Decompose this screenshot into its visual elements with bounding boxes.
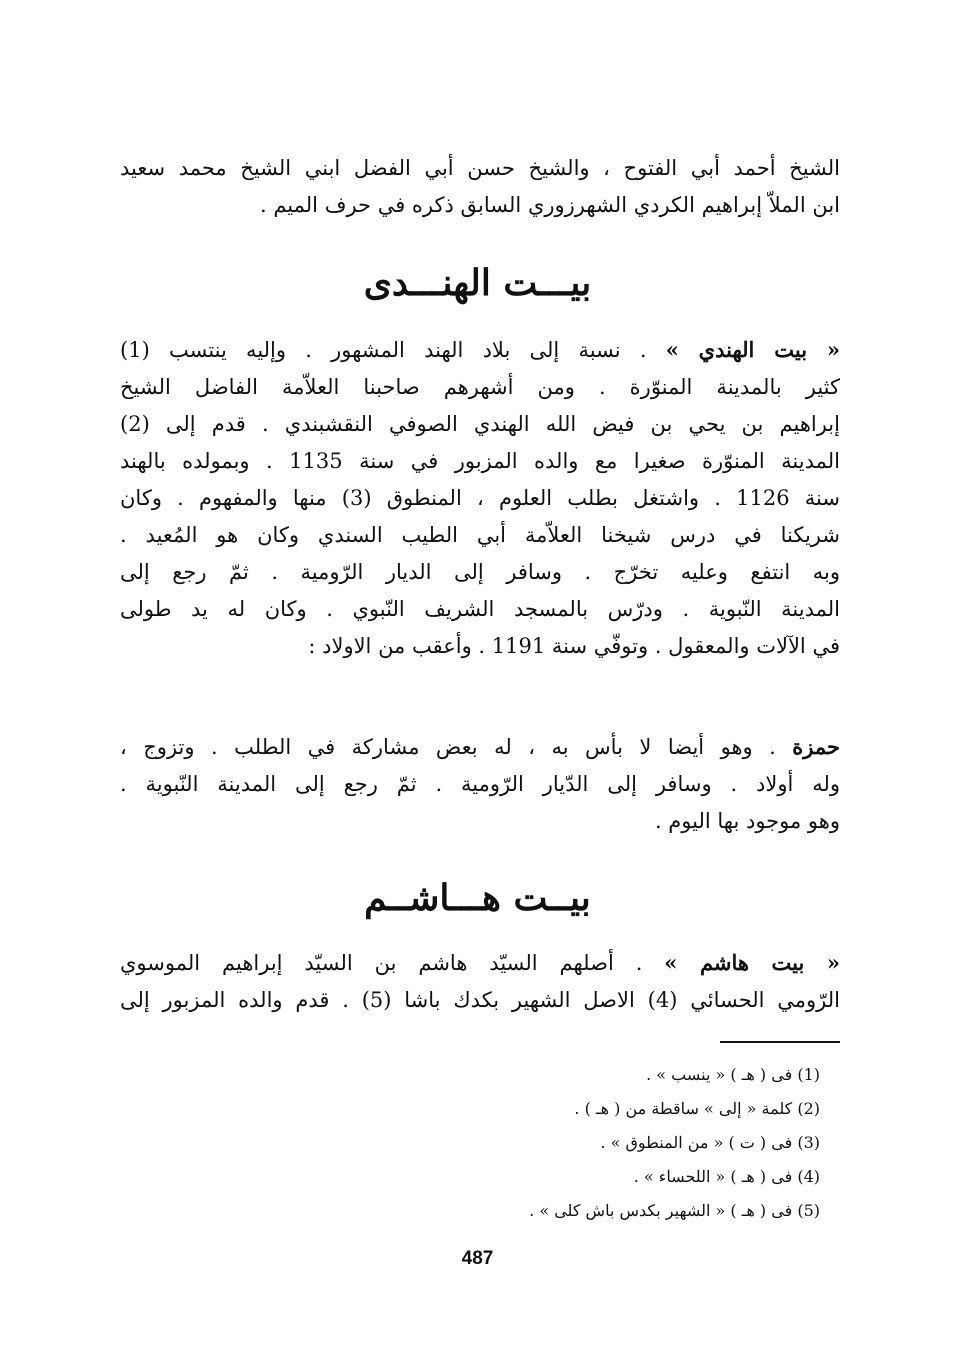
lead-line-rest: . أصلهم السيّد هاشم بن السيّد إبراهيم الموسوي (120, 951, 665, 975)
text-line: الشيخ أحمد أبي الفتوح ، والشيخ حسن أبي الفضل ابني الشيخ محمد سعيد (120, 156, 840, 180)
intro-paragraph (120, 150, 840, 224)
text-line: كثير بالمدينة المنوّرة . ومن أشهرهم صاحبنا العلاّمة الفاضل الشيخ (120, 375, 840, 399)
text-line: إبراهيم بن يحي بن فيض الله الهندي الصوفي النقشبندي . قدم إلى (2) (120, 412, 840, 436)
page-number: 487 (461, 1248, 494, 1269)
text-line: المدينة النّبوية . ودرّس بالمسجد الشريف النّبوي . وكان له يد طولى (120, 597, 840, 621)
footnote: (1) فى ( هـ ) « ينسب » . (646, 1065, 820, 1084)
text-line: وله أولاد . وسافر إلى الدّيار الرّومية . ثمّ رجع إلى المدينة النّبوية . (120, 772, 840, 796)
text-line: وهو موجود بها اليوم . (654, 809, 840, 833)
text-line: وبه انتفع وعليه تخرّج . وسافر إلى الديار الرّومية . ثمّ رجع إلى (120, 560, 840, 584)
bold-lead-term: « بيت هاشم » (664, 950, 840, 975)
text-line: ابن الملاّ إبراهيم الكردي الشهرزوري السابق ذكره في حرف الميم . (259, 193, 840, 217)
footnotes (220, 1058, 820, 1228)
section-heading-hindi: بيـــت الهنـــدى (363, 262, 592, 304)
footnote: (3) فى ( ت ) « من المنطوق » . (600, 1133, 820, 1152)
paragraph-hamza (120, 728, 840, 840)
paragraph-hindi-family (120, 331, 840, 665)
footnote: (2) كلمة « إلى » ساقطة من ( هـ ) . (574, 1099, 820, 1118)
section-heading-hashim: بيــت هـــاشــم (364, 877, 591, 919)
text-line (120, 944, 840, 982)
footnote: (4) فى ( هـ ) « اللحساء » . (633, 1167, 820, 1186)
bold-lead-term: حمزة (792, 734, 840, 759)
lead-line-rest: . وهو أيضا لا بأس به ، له بعض مشاركة في الطلب . وتزوج ، (120, 735, 793, 759)
text-line (120, 331, 840, 369)
paragraph-hashim-family (120, 944, 840, 1019)
bold-lead-term: « بيت الهندي » (665, 337, 841, 362)
text-line: الرّومي الحسائي (4) الاصل الشهير بكدك باشا (5) . قدم والده المزبور إلى (120, 988, 841, 1012)
text-line: شريكنا في درس شيخنا العلاّمة أبي الطيب السندي وكان هو المُعيد . (120, 523, 840, 547)
lead-line-rest: . نسبة إلى بلاد الهند المشهور . وإليه ينتسب (1) (120, 338, 666, 362)
footnote: (5) فى ( هـ ) « الشهير بكدس باش كلى » . (529, 1201, 820, 1220)
footnote-divider (720, 1041, 840, 1043)
text-line (120, 728, 840, 766)
text-line: سنة 1126 . واشتغل بطلب العلوم ، المنطوق (3) منها والمفهوم . وكان (120, 486, 840, 510)
text-line: المدينة المنوّرة صغيرا مع والده المزبور في سنة 1135 . وبمولده بالهند (120, 449, 841, 473)
text-line: في الآلات والمعقول . وتوفّي سنة 1191 . وأعقب من الاولاد : (308, 634, 840, 658)
